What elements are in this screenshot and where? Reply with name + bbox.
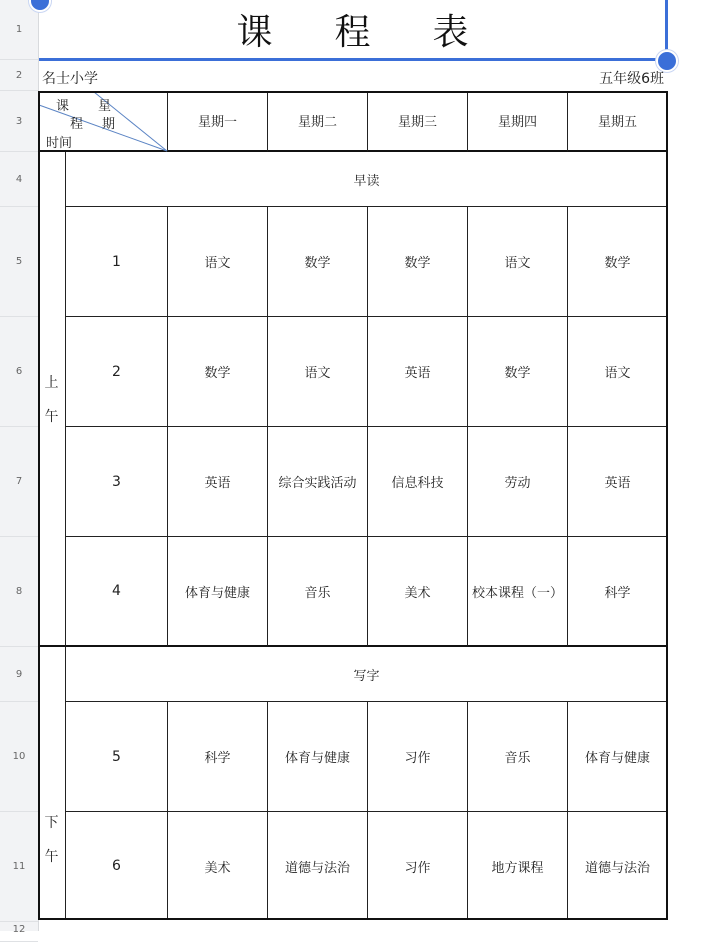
morning-char: 午 (44, 408, 59, 425)
class-cell[interactable]: 英语 (168, 427, 268, 537)
afternoon-label-cell[interactable] (38, 647, 66, 920)
class-cell[interactable]: 科学 (568, 537, 668, 647)
class-cell[interactable]: 体育与健康 (568, 702, 668, 812)
class-cell[interactable]: 语文 (468, 207, 568, 317)
class-cell[interactable]: 习作 (368, 702, 468, 812)
row-number[interactable]: 2 (0, 60, 38, 91)
weekday-header-tue[interactable]: 星期二 (268, 91, 368, 152)
period-number[interactable]: 6 (66, 812, 168, 920)
class-cell[interactable]: 劳动 (468, 427, 568, 537)
period-number[interactable]: 4 (66, 537, 168, 647)
row-number[interactable]: 7 (0, 427, 38, 537)
corner-week-char: 期 (102, 117, 116, 132)
row-number[interactable]: 8 (0, 537, 38, 647)
class-cell[interactable]: 信息科技 (368, 427, 468, 537)
afternoon-char: 午 (44, 848, 59, 865)
class-cell[interactable]: 校本课程（一） (468, 537, 568, 647)
class-cell[interactable]: 数学 (568, 207, 668, 317)
row-number[interactable]: 11 (0, 812, 38, 922)
class-cell[interactable]: 语文 (268, 317, 368, 427)
writing-practice-banner[interactable]: 写字 (66, 647, 668, 702)
weekday-header-thu[interactable]: 星期四 (468, 91, 568, 152)
class-cell[interactable]: 数学 (468, 317, 568, 427)
class-cell[interactable]: 科学 (168, 702, 268, 812)
selection-border-bottom (39, 58, 667, 61)
weekday-header-fri[interactable]: 星期五 (568, 91, 668, 152)
period-number[interactable]: 3 (66, 427, 168, 537)
timetable-title: 课程表 (236, 12, 531, 53)
class-cell[interactable]: 语文 (168, 207, 268, 317)
row-number[interactable]: 4 (0, 152, 38, 207)
class-cell[interactable]: 数学 (368, 207, 468, 317)
class-cell[interactable]: 地方课程 (468, 812, 568, 920)
morning-char: 上 (44, 374, 59, 391)
corner-time-label: 时间 (46, 136, 73, 151)
weekday-header-mon[interactable]: 星期一 (168, 91, 268, 152)
class-cell[interactable]: 体育与健康 (268, 702, 368, 812)
class-cell[interactable]: 美术 (368, 537, 468, 647)
row-number[interactable]: 3 (0, 91, 38, 152)
class-cell[interactable]: 美术 (168, 812, 268, 920)
class-cell[interactable]: 习作 (368, 812, 468, 920)
class-cell[interactable]: 音乐 (268, 537, 368, 647)
corner-course-char: 课 (56, 99, 70, 114)
class-cell[interactable]: 音乐 (468, 702, 568, 812)
class-cell[interactable]: 体育与健康 (168, 537, 268, 647)
weekday-header-wed[interactable]: 星期三 (368, 91, 468, 152)
morning-label-cell[interactable] (38, 152, 66, 647)
school-name: 名士小学 (42, 71, 98, 87)
row-number[interactable]: 5 (0, 207, 38, 317)
class-cell[interactable]: 综合实践活动 (268, 427, 368, 537)
row-number[interactable]: 6 (0, 317, 38, 427)
class-cell[interactable]: 语文 (568, 317, 668, 427)
class-cell[interactable]: 道德与法治 (268, 812, 368, 920)
row-number[interactable]: 9 (0, 647, 38, 702)
row-number[interactable]: 10 (0, 702, 38, 812)
class-cell[interactable]: 道德与法治 (568, 812, 668, 920)
class-cell[interactable]: 数学 (268, 207, 368, 317)
corner-week-char: 星 (98, 99, 112, 114)
afternoon-char: 下 (44, 814, 59, 831)
row-number[interactable]: 12 (0, 922, 38, 942)
period-number[interactable]: 1 (66, 207, 168, 317)
row-number[interactable]: 1 (0, 0, 38, 60)
title-cell[interactable] (39, 0, 666, 59)
class-cell[interactable]: 英语 (368, 317, 468, 427)
class-name: 五年级6班 (599, 71, 664, 87)
period-number[interactable]: 5 (66, 702, 168, 812)
corner-course-char: 程 (70, 117, 84, 132)
morning-reading-banner[interactable]: 早读 (66, 152, 668, 207)
period-number[interactable]: 2 (66, 317, 168, 427)
corner-header-cell[interactable] (38, 91, 168, 152)
class-cell[interactable]: 英语 (568, 427, 668, 537)
class-cell[interactable]: 数学 (168, 317, 268, 427)
